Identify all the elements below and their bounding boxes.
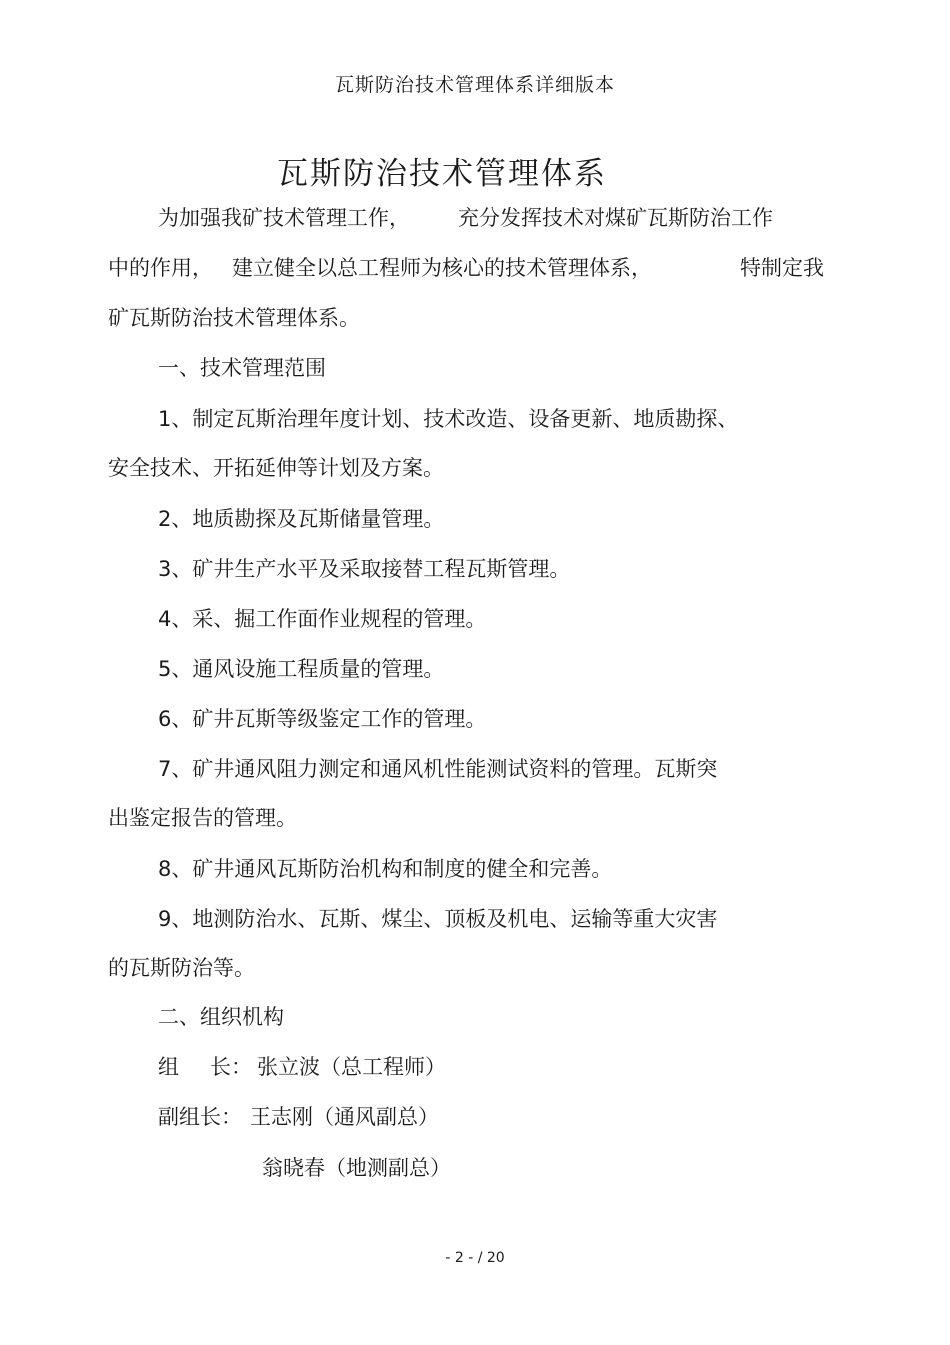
leader-value: 张立波（总工程师） (257, 1055, 446, 1079)
page-number: - 2 - / 20 (445, 1250, 505, 1266)
running-header: 瓦斯防治技术管理体系详细版本 (334, 74, 615, 96)
section1-item7-line1: 7、矿井通风阻力测定和通风机性能测试资料的管理。瓦斯突 (158, 757, 718, 781)
leader-label-char2: 长： (210, 1055, 252, 1079)
document-title: 瓦斯防治技术管理体系 (277, 156, 607, 192)
section1-item1-line2: 安全技术、开拓延伸等计划及方案。 (108, 456, 444, 480)
section1-item6: 6、矿井瓦斯等级鉴定工作的管理。 (158, 707, 487, 731)
section1-item2: 2、地质勘探及瓦斯储量管理。 (158, 507, 445, 531)
section1-heading: 一、技术管理范围 (158, 356, 326, 380)
deputy-value-2: 翁晓春（地测副总） (262, 1156, 451, 1180)
intro-line2-part1: 中的作用， (108, 256, 213, 280)
section1-item9-line1: 9、地测防治水、瓦斯、煤尘、顶板及机电、运输等重大灾害 (158, 907, 718, 931)
section1-item1-line1: 1、制定瓦斯治理年度计划、技术改造、设备更新、地质勘探、 (158, 407, 739, 431)
section1-item5: 5、通风设施工程质量的管理。 (158, 657, 445, 681)
section1-item7-line2: 出鉴定报告的管理。 (108, 806, 297, 830)
section1-item8: 8、矿井通风瓦斯防治机构和制度的健全和完善。 (158, 857, 613, 881)
intro-line1-part2: 充分发挥技术对煤矿瓦斯防治工作 (458, 206, 773, 230)
intro-line2-part2: 建立健全以总工程师为核心的技术管理体系， (232, 256, 652, 280)
section1-item9-line2: 的瓦斯防治等。 (108, 956, 255, 980)
leader-label-char1: 组 (158, 1055, 179, 1079)
deputy-label: 副组长： (158, 1105, 242, 1129)
section1-item3: 3、矿井生产水平及采取接替工程瓦斯管理。 (158, 557, 571, 581)
section2-heading: 二、组织机构 (158, 1005, 284, 1029)
section1-item4: 4、采、掘工作面作业规程的管理。 (158, 607, 487, 631)
deputy-value-1: 王志刚（通风副总） (250, 1105, 439, 1129)
intro-line2-part3: 特制定我 (740, 256, 824, 280)
intro-line3: 矿瓦斯防治技术管理体系。 (108, 306, 360, 330)
intro-line1-part1: 为加强我矿技术管理工作， (158, 206, 410, 230)
